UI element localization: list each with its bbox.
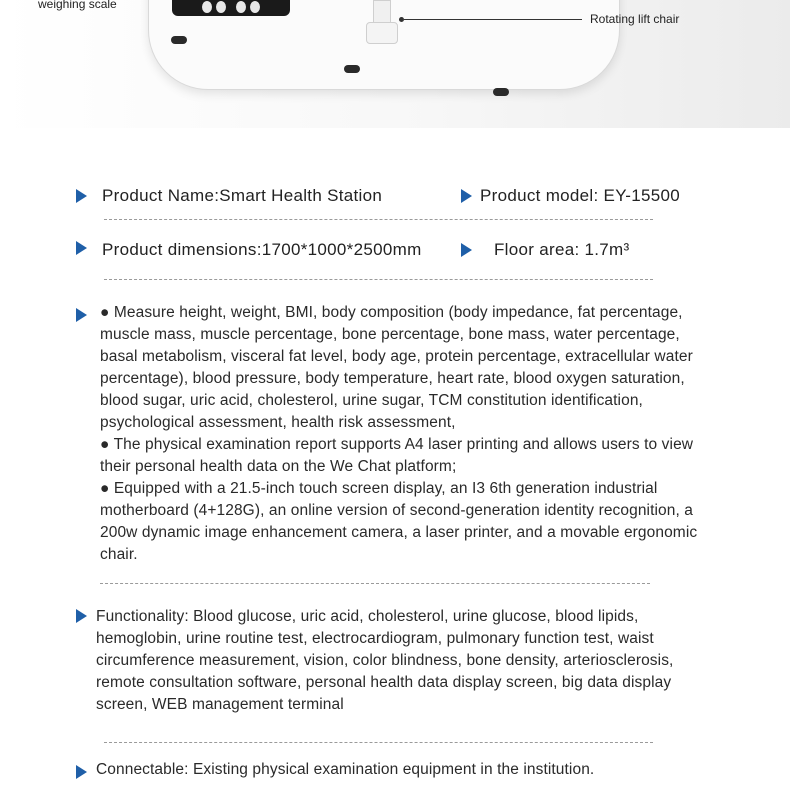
feature-bullet: ● Measure height, weight, BMI, body composition (body impedance, fat percentage, muscle mass, muscle percentage, bone percentage, bone mass, water percentage, basal metabolism, visceral fat level, body age, protein percentage, extracellular water percentage), blood pressure, body temperature, heart rate, blood oxygen saturation, blood sugar, uric acid, cholesterol, urine sugar, TCM constitution identification, psychological assessment, health risk assessment, bbox=[100, 304, 693, 431]
play-triangle-icon bbox=[461, 189, 472, 203]
feature-bullet: ● The physical examination report supports A4 laser printing and allows users to view their personal health data on the We Chat platform; bbox=[100, 436, 694, 475]
play-triangle-icon bbox=[76, 765, 87, 779]
product-photo bbox=[0, 0, 790, 128]
play-triangle-icon bbox=[76, 241, 87, 255]
floor-area: Floor area: 1.7m³ bbox=[494, 240, 630, 259]
caster-wheel bbox=[171, 36, 187, 44]
feature-bullet: ● Equipped with a 21.5-inch touch screen display, an I3 6th generation industrial motherboard (4+128G), an online version of second-generation identity recognition, a 200w dynamic image enhancement camera, a laser printer, and a movable ergonomic chair. bbox=[100, 480, 698, 563]
footprint-icon bbox=[250, 1, 260, 13]
play-triangle-icon bbox=[461, 243, 472, 257]
product-dimensions: Product dimensions:1700*1000*2500mm bbox=[102, 240, 422, 259]
footprint-icon bbox=[202, 1, 212, 13]
footprint-icon bbox=[216, 1, 226, 13]
divider bbox=[104, 279, 653, 280]
divider bbox=[104, 219, 653, 220]
chair-post-base bbox=[366, 22, 398, 44]
play-triangle-icon bbox=[76, 189, 87, 203]
divider bbox=[104, 742, 653, 743]
weighing-scale-caption: weighing scale bbox=[38, 0, 117, 11]
play-triangle-icon bbox=[76, 308, 87, 322]
product-model: Product model: EY-15500 bbox=[480, 186, 681, 205]
caster-wheel bbox=[493, 88, 509, 96]
lift-chair-caption: Rotating lift chair bbox=[590, 12, 680, 26]
weighing-scale-pad bbox=[172, 0, 290, 16]
product-name: Product Name:Smart Health Station bbox=[102, 186, 383, 205]
callout-line bbox=[404, 19, 582, 20]
divider bbox=[100, 583, 650, 584]
play-triangle-icon bbox=[76, 609, 87, 623]
caster-wheel bbox=[344, 65, 360, 73]
measurement-description bbox=[100, 302, 715, 566]
functionality-description: Functionality: Blood glucose, uric acid, cholesterol, urine glucose, blood lipids, hemoglobin, urine routine test, electrocardiogram, pulmonary function test, waist circumference measurement, vision, color blindness, bone density, arteriosclerosis, remote consultation software, personal health data display screen, big data display screen, WEB management terminal bbox=[96, 608, 674, 713]
footprint-icon bbox=[236, 1, 246, 13]
connectable-description: Connectable: Existing physical examination equipment in the institution. bbox=[96, 761, 595, 778]
